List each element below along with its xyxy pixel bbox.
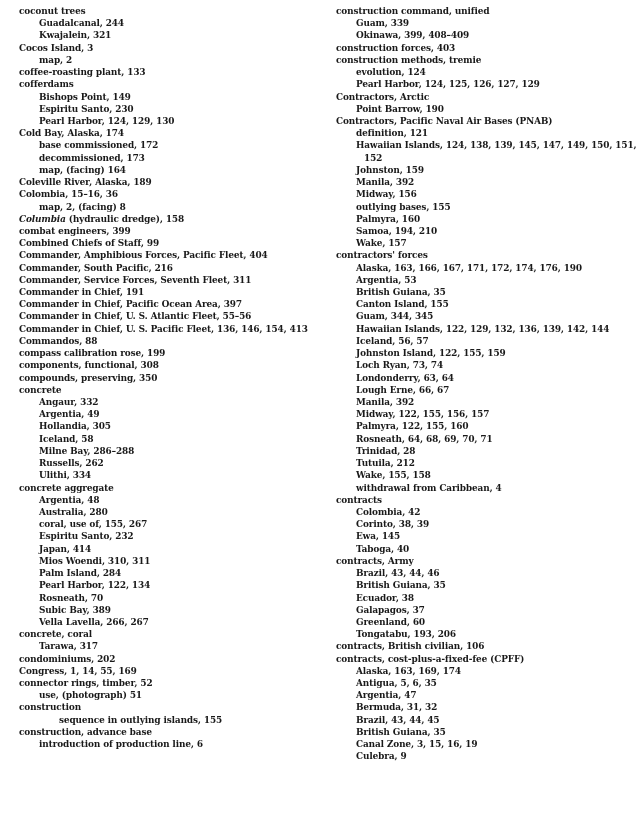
index-subentry [19, 495, 319, 507]
index-entry [19, 250, 319, 262]
index-subentry [336, 519, 636, 531]
index-subentry [19, 104, 319, 116]
index-subentry [336, 434, 636, 446]
index-entry-text: definition, 121 [356, 129, 428, 140]
index-entry-text: construction forces, 403 [336, 43, 456, 54]
index-subentry [19, 165, 319, 177]
index-subentry [19, 409, 319, 421]
index-entry-text: Colombia, 15–16, 36 [19, 190, 118, 201]
index-entry-text: Pearl Harbor, 122, 134 [39, 581, 151, 592]
index-entry-text: concrete, coral [19, 630, 93, 641]
index-entry-text: Subic Bay, 389 [39, 605, 111, 616]
index-subentry [19, 544, 319, 556]
index-subentry [19, 605, 319, 617]
index-entry-text: Australia, 280 [39, 507, 108, 518]
index-entry-text: British Guiana, 35 [356, 581, 446, 592]
index-entry-text: combat engineers, 399 [19, 226, 131, 237]
index-subentry [336, 30, 636, 42]
index-entry-text: Ewa, 145 [356, 532, 401, 543]
index-entry-text: Guam, 344, 345 [356, 312, 434, 323]
index-subentry [19, 55, 319, 67]
index-subentry [19, 30, 319, 42]
index-entry [19, 348, 319, 360]
index-entry-text: Palm Island, 284 [39, 569, 122, 580]
index-entry-text: Argentia, 48 [39, 495, 100, 506]
index-subentry [19, 519, 319, 531]
index-entry-text: Japan, 414 [39, 544, 92, 555]
index-entry [19, 629, 319, 641]
index-entry [19, 275, 319, 287]
index-entry-text: Midway, 122, 155, 156, 157 [356, 410, 490, 421]
index-entry-text: Galapagos, 37 [356, 605, 425, 616]
index-entry-text: British Guiana, 35 [356, 288, 446, 299]
index-subentry [336, 128, 636, 140]
index-subentry [19, 593, 319, 605]
index-entry-text: use, (photograph) 51 [39, 691, 143, 702]
index-entry-text: Hollandia, 305 [39, 422, 111, 433]
index-entry-text: Alaska, 163, 169, 174 [356, 666, 461, 677]
index-subentry [336, 397, 636, 409]
index-entry-text: Angaur, 332 [39, 398, 99, 408]
index-subentry [336, 238, 636, 250]
index-entry-text: Midway, 156 [356, 190, 417, 201]
index-subentry [19, 18, 319, 30]
index-subentry [336, 299, 636, 311]
index-subentry [19, 715, 319, 727]
index-entry-text: compass calibration rose, 199 [19, 349, 166, 360]
index-entry [336, 654, 636, 666]
index-subentry [336, 458, 636, 470]
index-entry-text: outlying bases, 155 [356, 202, 451, 213]
index-entry [19, 43, 319, 55]
index-subentry [336, 67, 636, 79]
index-entry-text: compounds, preserving, 350 [19, 373, 158, 384]
index-entry-text: Wake, 157 [356, 239, 407, 250]
index-entry-text: contractors' forces [336, 251, 428, 262]
index-entry-text: Bishops Point, 149 [39, 92, 131, 103]
index-entry-italic-term: Columbia [19, 214, 66, 225]
index-entry-text: Kwajalein, 321 [39, 31, 112, 42]
index-subentry [19, 153, 319, 165]
index-subentry [336, 715, 636, 727]
index-entry-text: 152 [364, 153, 383, 164]
index-subentry [19, 531, 319, 543]
index-entry-text: British Guiana, 35 [356, 727, 446, 738]
index-entry-text: Loch Ryan, 73, 74 [356, 361, 444, 372]
index-entry [19, 336, 319, 348]
index-entry [19, 226, 319, 238]
index-entry-text: Manila, 392 [356, 178, 415, 189]
index-entry-text: contracts [336, 495, 382, 506]
index-entry-text: Commandos, 88 [19, 336, 98, 347]
index-entry-text: Pearl Harbor, 124, 129, 130 [39, 116, 175, 127]
index-subentry [19, 641, 319, 653]
index-entry-text: Tutuila, 212 [356, 459, 415, 470]
index-entry-text: map, 2 [39, 55, 73, 66]
index-subentry [19, 116, 319, 128]
index-entry [336, 43, 636, 55]
index-subentry [336, 605, 636, 617]
index-entry [336, 641, 636, 653]
index-subentry [19, 617, 319, 629]
index-entry-text: Vella Lavella, 266, 267 [39, 617, 149, 628]
index-entry [336, 55, 636, 67]
index-entry-text: Iceland, 58 [39, 434, 94, 445]
index-subentry [336, 348, 636, 360]
index-subentry [336, 678, 636, 690]
index-entry-text: concrete [19, 385, 62, 396]
index-entry [336, 6, 636, 18]
index-entry-text: introduction of production line, 6 [39, 740, 203, 751]
index-entry-text: map, 2, (facing) 8 [39, 202, 126, 213]
index-entry [336, 250, 636, 262]
index-subentry [19, 690, 319, 702]
index-subentry [336, 336, 636, 348]
index-entry-text: Mios Woendi, 310, 311 [39, 556, 151, 567]
index-entry [19, 67, 319, 79]
index-subentry [19, 580, 319, 592]
index-entry [19, 214, 319, 226]
index-entry [336, 495, 636, 507]
index-subentry [336, 531, 636, 543]
index-entry-text: construction command, unified [336, 7, 490, 17]
index-entry [19, 177, 319, 189]
index-subentry [336, 214, 636, 226]
index-subentry [336, 507, 636, 519]
index-subentry [19, 397, 319, 409]
index-subentry [336, 666, 636, 678]
index-entry-text: Point Barrow, 190 [356, 104, 444, 115]
index-entry-text: Culebra, 9 [356, 752, 407, 763]
index-entry [19, 238, 319, 250]
index-entry [19, 702, 319, 714]
index-entry-text: connector rings, timber, 52 [19, 679, 153, 690]
index-subentry [336, 79, 636, 91]
index-entry [19, 189, 319, 201]
index-entry [19, 360, 319, 372]
index-subentry [336, 568, 636, 580]
index-entry-text: Corinto, 38, 39 [356, 520, 430, 531]
index-entry [19, 287, 319, 299]
index-subentry [336, 165, 636, 177]
index-subentry [19, 92, 319, 104]
index-entry-text: coconut trees [19, 7, 86, 17]
index-subentry [336, 629, 636, 641]
index-entry [19, 128, 319, 140]
index-subentry [19, 470, 319, 482]
index-subentry [19, 556, 319, 568]
index-entry-text: Wake, 155, 158 [356, 471, 431, 482]
index-entry-text: contracts, Army [336, 556, 414, 567]
index-entry-text: Commander in Chief, U. S. Pacific Fleet, 136, 146, 154, 413 [19, 324, 308, 335]
index-entry-text: Ecuador, 38 [356, 593, 414, 604]
index-entry-text: decommissioned, 173 [39, 153, 145, 164]
index-entry-text: Hawaiian Islands, 124, 138, 139, 145, 147, 149, 150, 151, [356, 141, 637, 152]
index-entry [336, 556, 636, 568]
index-entry-text: Commander, South Pacific, 216 [19, 263, 173, 274]
index-entry [19, 6, 319, 18]
index-subentry [336, 385, 636, 397]
index-subentry [336, 189, 636, 201]
index-subentry [336, 311, 636, 323]
index-subentry [19, 458, 319, 470]
index-entry-text: Argentia, 49 [39, 410, 100, 421]
index-subentry [336, 690, 636, 702]
index-entry-text: Londonderry, 63, 64 [356, 373, 454, 384]
index-subentry [336, 18, 636, 30]
index-entry-text: Taboga, 40 [356, 544, 410, 555]
index-entry-text: Palmyra, 160 [356, 214, 421, 225]
index-subentry [336, 263, 636, 275]
index-entry-text: Alaska, 163, 166, 167, 171, 172, 174, 176, 190 [356, 263, 582, 274]
index-subentry [336, 177, 636, 189]
index-entry [336, 116, 636, 128]
index-entry-text: Coleville River, Alaska, 189 [19, 178, 152, 189]
index-subentry [336, 275, 636, 287]
index-subentry [336, 593, 636, 605]
index-entry-text: construction methods, tremie [336, 55, 482, 66]
index-entry-text: Espiritu Santo, 230 [39, 104, 134, 115]
index-entry [19, 324, 319, 336]
index-subentry [336, 409, 636, 421]
index-entry [19, 373, 319, 385]
index-entry-text: Commander in Chief, 191 [19, 288, 145, 299]
index-subentry [336, 483, 636, 495]
index-entry-text: concrete aggregate [19, 483, 114, 494]
index-entry-text: Espiritu Santo, 232 [39, 532, 134, 543]
index-entry-text: Guam, 339 [356, 19, 409, 30]
index-entry-text: Manila, 392 [356, 398, 415, 408]
index-entry-text: Cold Bay, Alaska, 174 [19, 129, 124, 140]
index-entry [19, 727, 319, 739]
index-entry-text: Brazil, 43, 44, 45 [356, 715, 440, 726]
index-entry-text: Lough Erne, 66, 67 [356, 385, 450, 396]
index-entry-text: Tarawa, 317 [39, 642, 98, 653]
index-entry-text: Milne Bay, 286–288 [39, 446, 135, 457]
index-subentry [336, 226, 636, 238]
index-entry-text: Greenland, 60 [356, 617, 426, 628]
index-entry-text: Hawaiian Islands, 122, 129, 132, 136, 139, 142, 144 [356, 324, 610, 335]
index-entry-text: (hydraulic dredge), 158 [65, 214, 185, 225]
index-subentry [336, 360, 636, 372]
index-subentry [336, 727, 636, 739]
index-subentry [336, 544, 636, 556]
index-entry-text: Ulithi, 334 [39, 471, 92, 482]
index-entry-text: Johnston, 159 [356, 165, 424, 176]
index-subentry [19, 140, 319, 152]
index-entry-text: Guadalcanal, 244 [39, 19, 124, 30]
index-subentry [336, 751, 636, 763]
index-entry [19, 678, 319, 690]
index-entry-text: map, (facing) 164 [39, 165, 126, 176]
index-subentry [336, 202, 636, 214]
index-entry-text: Contractors, Pacific Naval Air Bases (PNAB) [336, 116, 553, 127]
index-subentry [19, 434, 319, 446]
index-subentry [336, 446, 636, 458]
index-entry-text: Iceland, 56, 57 [356, 336, 429, 347]
index-entry-text: Antigua, 5, 6, 35 [356, 679, 437, 690]
index-entry-text: Samoa, 194, 210 [356, 226, 438, 237]
index-entry [19, 666, 319, 678]
index-column-left [19, 6, 319, 751]
index-subentry [336, 104, 636, 116]
index-entry-text: coffee-roasting plant, 133 [19, 68, 146, 79]
index-subentry [19, 446, 319, 458]
index-entry-text: Brazil, 43, 44, 46 [356, 569, 440, 580]
index-entry-text: Pearl Harbor, 124, 125, 126, 127, 129 [356, 80, 540, 91]
index-entry-text: evolution, 124 [356, 68, 426, 79]
index-subentry [336, 287, 636, 299]
index-entry [336, 92, 636, 104]
index-entry-text: Rosneath, 64, 68, 69, 70, 71 [356, 434, 493, 445]
index-entry-text: Johnston Island, 122, 155, 159 [356, 349, 506, 360]
index-entry-text: Colombia, 42 [356, 507, 421, 518]
index-entry-text: cofferdams [19, 80, 74, 91]
index-entry-text: components, functional, 308 [19, 361, 159, 372]
index-entry-text: contracts, British civilian, 106 [336, 642, 485, 653]
index-entry-text: withdrawal from Caribbean, 4 [356, 483, 502, 494]
index-subentry [336, 421, 636, 433]
index-subentry [19, 739, 319, 751]
index-entry-text: Canton Island, 155 [356, 300, 449, 311]
index-entry [19, 263, 319, 275]
index-entry-text: Rosneath, 70 [39, 593, 104, 604]
index-subentry [336, 140, 636, 152]
index-entry [19, 79, 319, 91]
index-entry-text: condominiums, 202 [19, 654, 116, 665]
index-column-right [336, 6, 636, 764]
index-entry-text: Commander, Service Forces, Seventh Fleet, 311 [19, 275, 252, 286]
index-entry-text: Cocos Island, 3 [19, 43, 94, 54]
index-entry-text: Commander in Chief, Pacific Ocean Area, 397 [19, 300, 242, 311]
index-entry-text: Congress, 1, 14, 55, 169 [19, 666, 137, 677]
index-subentry [336, 153, 636, 165]
index-subentry [336, 617, 636, 629]
index-entry-text: coral, use of, 155, 267 [39, 520, 148, 531]
index-subentry [336, 580, 636, 592]
index-entry-text: Combined Chiefs of Staff, 99 [19, 239, 160, 250]
index-entry-text: Commander, Amphibious Forces, Pacific Fleet, 404 [19, 251, 268, 262]
index-entry-text: Argentia, 47 [356, 691, 417, 702]
index-entry-text: Argentia, 53 [356, 275, 417, 286]
index-entry [19, 654, 319, 666]
index-entry-text: construction [19, 703, 82, 714]
index-subentry [336, 324, 636, 336]
index-entry-text: base commissioned, 172 [39, 141, 159, 152]
index-subentry [19, 507, 319, 519]
index-entry-text: Bermuda, 31, 32 [356, 703, 438, 714]
index-subentry [19, 421, 319, 433]
index-entry-text: Palmyra, 122, 155, 160 [356, 422, 469, 433]
index-entry-text: construction, advance base [19, 727, 152, 738]
index-entry [19, 483, 319, 495]
index-entry-text: contracts, cost-plus-a-fixed-fee (CPFF) [336, 654, 525, 665]
index-subentry [336, 373, 636, 385]
index-entry-text: Russells, 262 [39, 459, 104, 470]
index-entry-text: Commander in Chief, U. S. Atlantic Fleet, 55–56 [19, 312, 252, 323]
index-entry-text: Contractors, Arctic [336, 92, 430, 103]
index-subentry [19, 202, 319, 214]
index-entry [19, 299, 319, 311]
index-subentry [336, 470, 636, 482]
index-entry-text: Trinidad, 28 [356, 446, 416, 457]
index-entry-text: sequence in outlying islands, 155 [59, 715, 223, 726]
index-entry-text: Tongatabu, 193, 206 [356, 630, 456, 641]
index-subentry [19, 568, 319, 580]
index-subentry [336, 702, 636, 714]
index-entry [19, 311, 319, 323]
index-entry [19, 385, 319, 397]
index-subentry [336, 739, 636, 751]
index-entry-text: Canal Zone, 3, 15, 16, 19 [356, 740, 478, 751]
index-entry-text: Okinawa, 399, 408–409 [356, 31, 470, 42]
